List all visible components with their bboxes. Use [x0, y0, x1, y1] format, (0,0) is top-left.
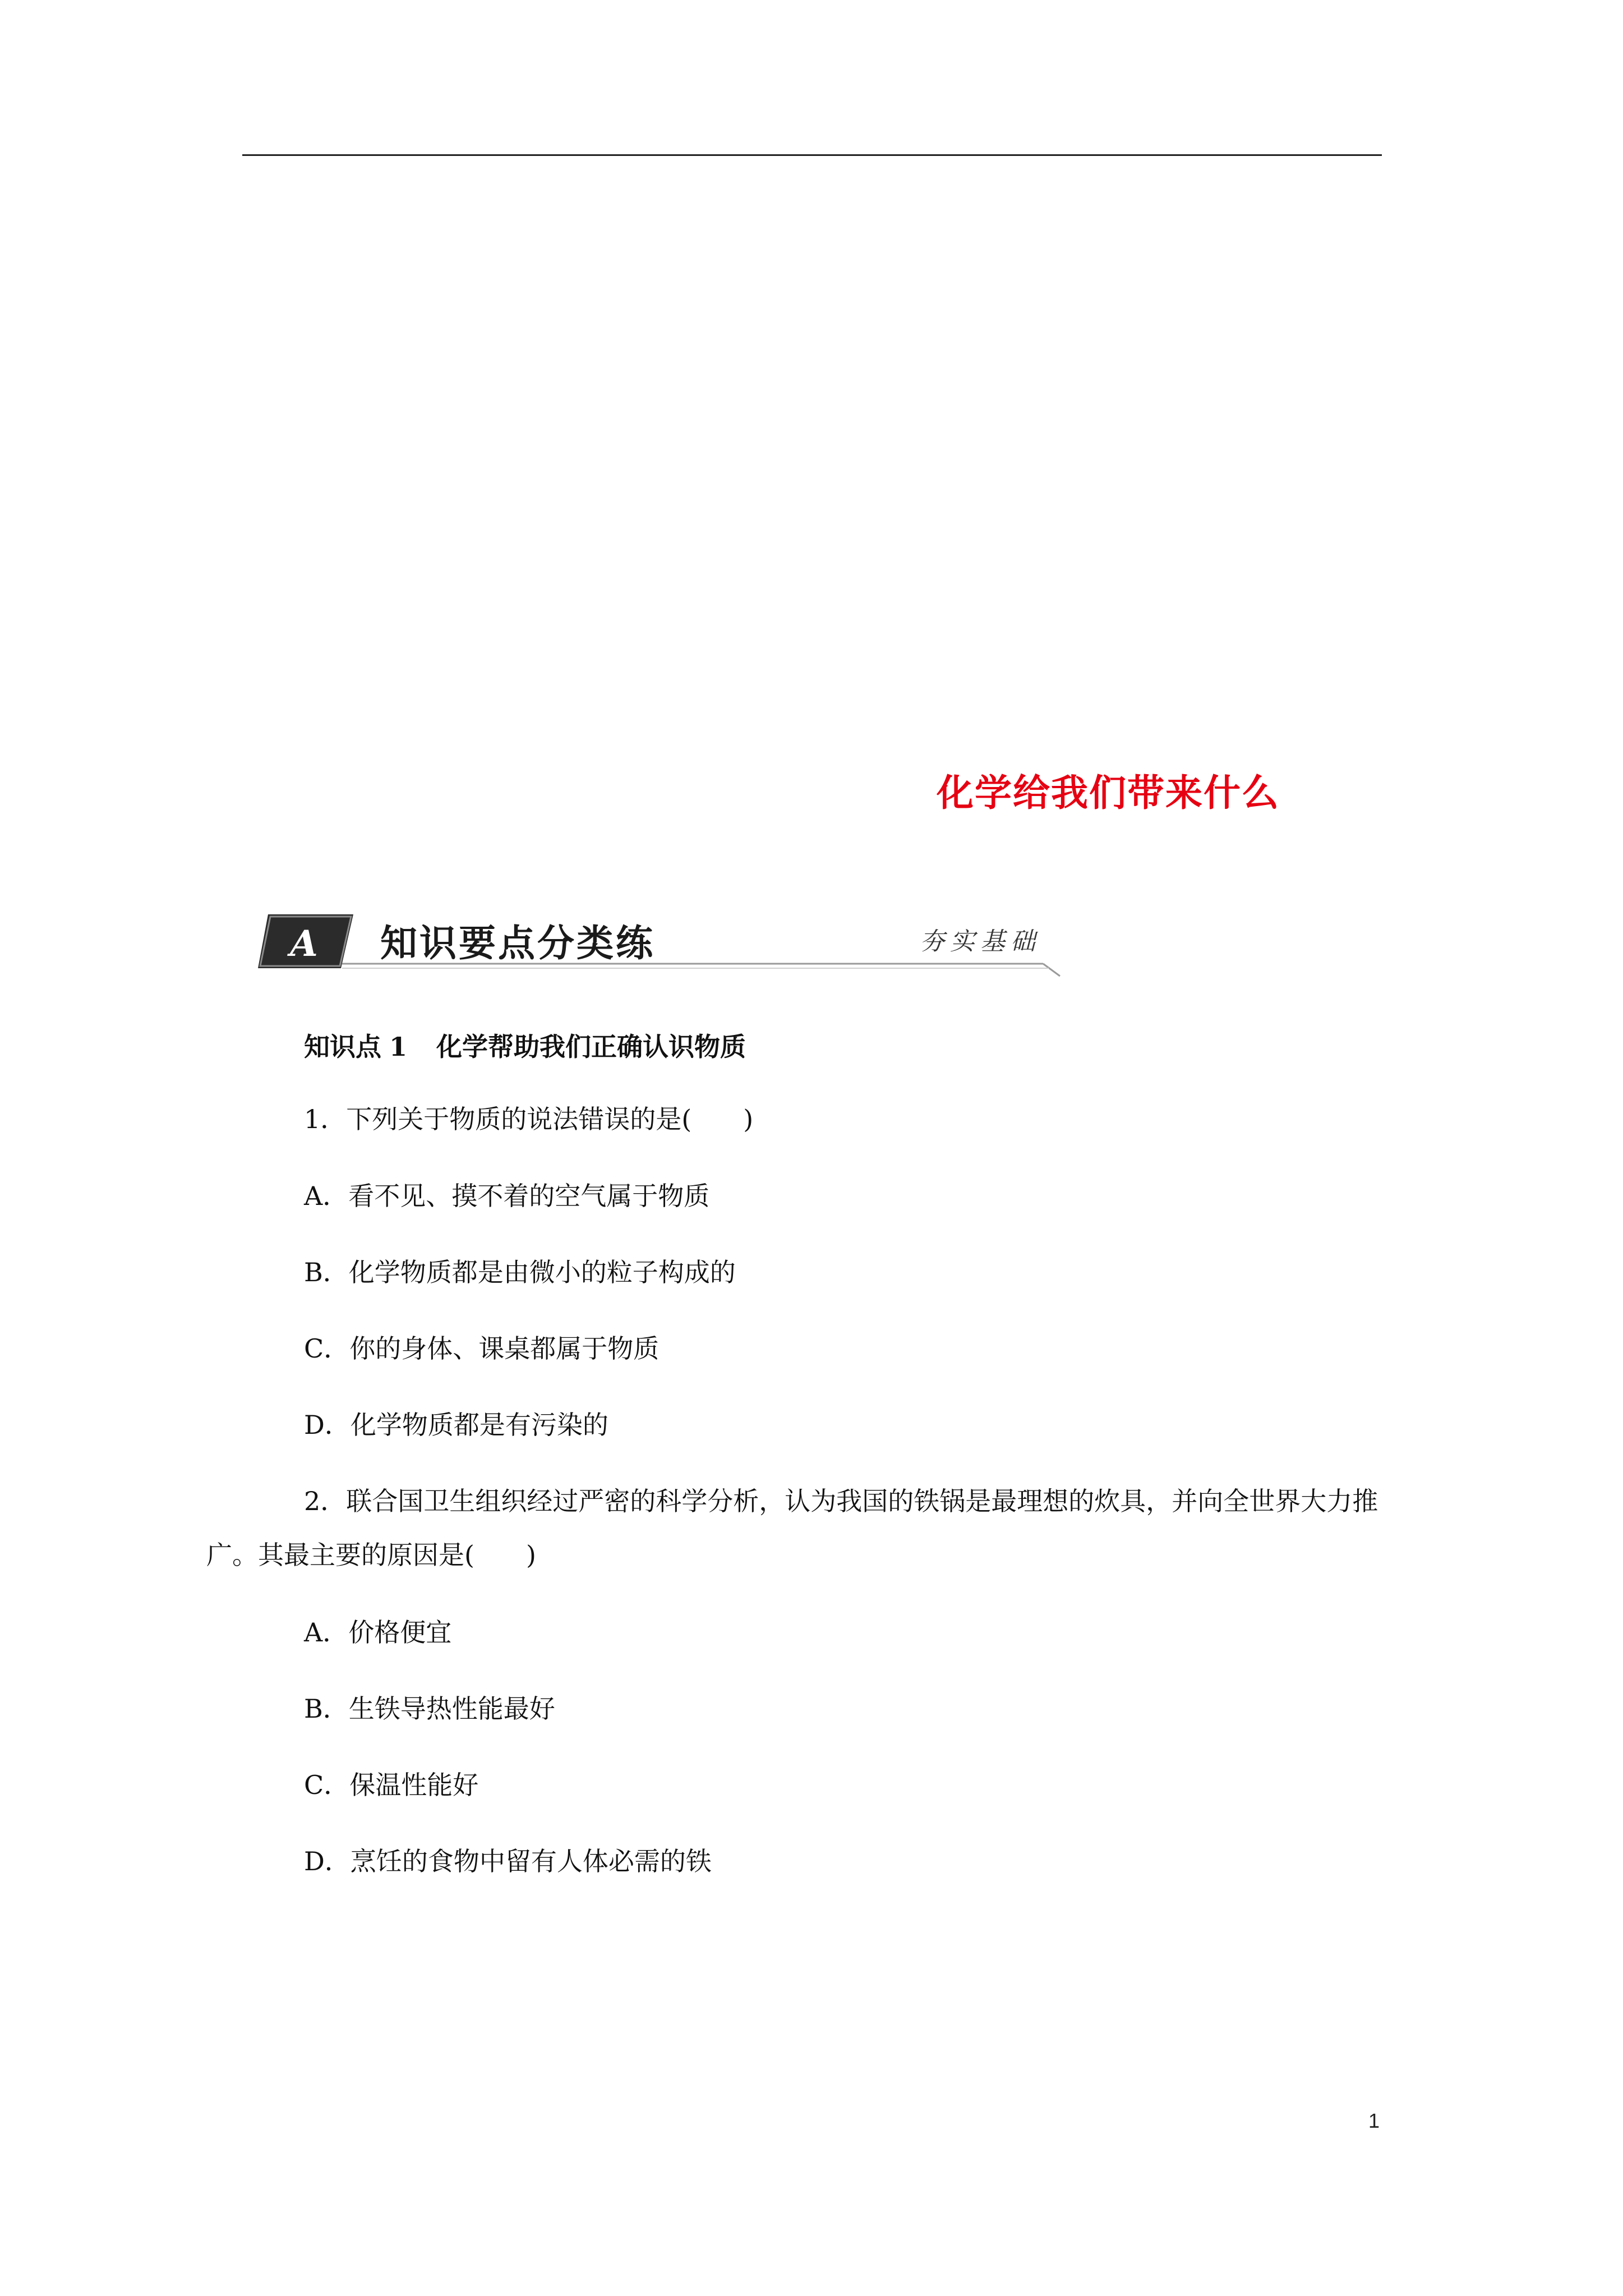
banner-tag: 夯实基础 [920, 927, 1041, 956]
section-label: 知识点 [304, 1032, 381, 1062]
question-2-stem: 2．联合国卫生组织经过严密的科学分析，认为我国的铁锅是最理想的炊具，并向全世界大力推广。其最主要的原因是( ) [206, 1486, 1378, 1570]
document-title: 化学给我们带来什么 [937, 771, 1280, 815]
section-heading [304, 1027, 746, 1064]
page-number: 1 [1368, 2109, 1380, 2132]
banner-title: 知识要点分类练 [380, 922, 655, 965]
question-1-option-c: C．你的身体、课桌都属于物质 [304, 1333, 660, 1364]
section-number: 1 [389, 1032, 408, 1062]
question-2-option-c: C．保温性能好 [304, 1770, 479, 1800]
question-2-option-a: A．价格便宜 [304, 1617, 452, 1648]
question-1-option-d: D．化学物质都是有污染的 [304, 1410, 608, 1440]
question-1-stem: 1．下列关于物质的说法错误的是( ) [304, 1104, 754, 1134]
section-banner [258, 898, 1066, 987]
question-2-option-d: D．烹饪的食物中留有人体必需的铁 [304, 1846, 712, 1876]
question-1-option-b: B．化学物质都是由微小的粒子构成的 [304, 1257, 736, 1287]
section-title: 化学帮助我们正确认识物质 [436, 1032, 746, 1062]
question-2-option-b: B．生铁导热性能最好 [304, 1694, 555, 1724]
banner-badge: A [290, 923, 318, 965]
question-1-option-a: A．看不见、摸不着的空气属于物质 [304, 1181, 710, 1211]
header-rule [242, 154, 1382, 156]
